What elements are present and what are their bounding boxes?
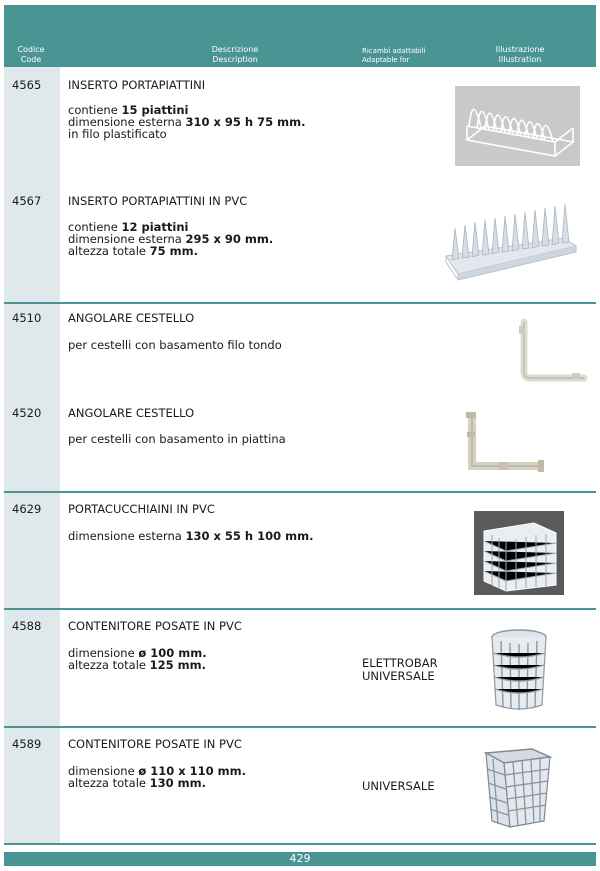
product-title: PORTACUCCHIAINI IN PVC [68, 502, 215, 516]
page-number: 429 [289, 852, 311, 865]
product-code: 4520 [12, 406, 42, 420]
header-adapt-it: Ricambi adattabili [362, 47, 426, 55]
header-illus-it: Illustrazione [495, 45, 545, 54]
description-line: per cestelli con basamento in piattina [68, 432, 286, 446]
product-code: 4629 [12, 502, 42, 516]
product-title: ANGOLARE CESTELLO [68, 311, 195, 325]
basket-corner-flat-image [460, 408, 550, 480]
description-line: dimensione esterna 310 x 95 h 75 mm. [68, 115, 306, 129]
pvc-plate-rack-image [442, 200, 580, 282]
header-adapt-en: Adaptable for [362, 56, 410, 64]
product-title: INSERTO PORTAPIATTINI IN PVC [68, 194, 248, 208]
wire-plate-rack-image [455, 86, 580, 166]
product-code: 4510 [12, 311, 42, 325]
description-line: dimensione esterna 130 x 55 h 100 mm. [68, 529, 314, 543]
section-divider [4, 608, 596, 610]
round-cutlery-basket-image [488, 627, 550, 713]
description-line: altezza totale 75 mm. [68, 244, 198, 258]
basket-corner-image [510, 318, 588, 384]
product-code: 4565 [12, 78, 42, 92]
teaspoon-holder-image [474, 511, 564, 595]
description-line: dimensione ø 110 x 110 mm. [68, 764, 246, 778]
header-desc-it: Descrizione [211, 45, 259, 54]
description-line: contiene 12 piattini [68, 220, 189, 234]
description-line: dimensione esterna 295 x 90 mm. [68, 232, 274, 246]
header-code [8, 45, 54, 65]
product-code: 4567 [12, 194, 42, 208]
adaptable-for: UNIVERSALE [362, 779, 435, 793]
header-adaptable [362, 47, 452, 65]
description-line: altezza totale 125 mm. [68, 658, 206, 672]
description-line: per cestelli con basamento filo tondo [68, 338, 282, 352]
section-divider [4, 302, 596, 304]
square-cutlery-basket-image [480, 745, 556, 831]
product-description [68, 433, 286, 445]
header-description [150, 45, 320, 65]
page-footer [4, 852, 596, 866]
product-code: 4589 [12, 737, 42, 751]
product-title: CONTENITORE POSATE IN PVC [68, 737, 242, 751]
adaptable-for: ELETTROBAR UNIVERSALE [362, 656, 438, 683]
header-code-it: Codice [17, 45, 45, 54]
product-title: ANGOLARE CESTELLO [68, 406, 195, 420]
product-description [68, 221, 273, 257]
product-description [68, 339, 282, 351]
product-description [68, 647, 207, 671]
product-title: CONTENITORE POSATE IN PVC [68, 619, 242, 633]
description-line: dimensione ø 100 mm. [68, 646, 207, 660]
description-line: altezza totale 130 mm. [68, 776, 206, 790]
header-illus-en: Illustration [498, 55, 542, 64]
code-column [4, 67, 60, 845]
header-code-en: Code [20, 55, 42, 64]
product-description [68, 104, 305, 140]
product-title: INSERTO PORTAPIATTINI [68, 78, 206, 92]
product-description [68, 765, 246, 789]
header-illustration [470, 45, 570, 65]
description-line: contiene 15 piattini [68, 103, 189, 117]
section-divider [4, 726, 596, 728]
product-description [68, 530, 313, 542]
section-divider [4, 491, 596, 493]
header-desc-en: Description [212, 55, 258, 64]
section-divider [4, 843, 596, 845]
description-line: in filo plastificato [68, 127, 167, 141]
product-code: 4588 [12, 619, 42, 633]
